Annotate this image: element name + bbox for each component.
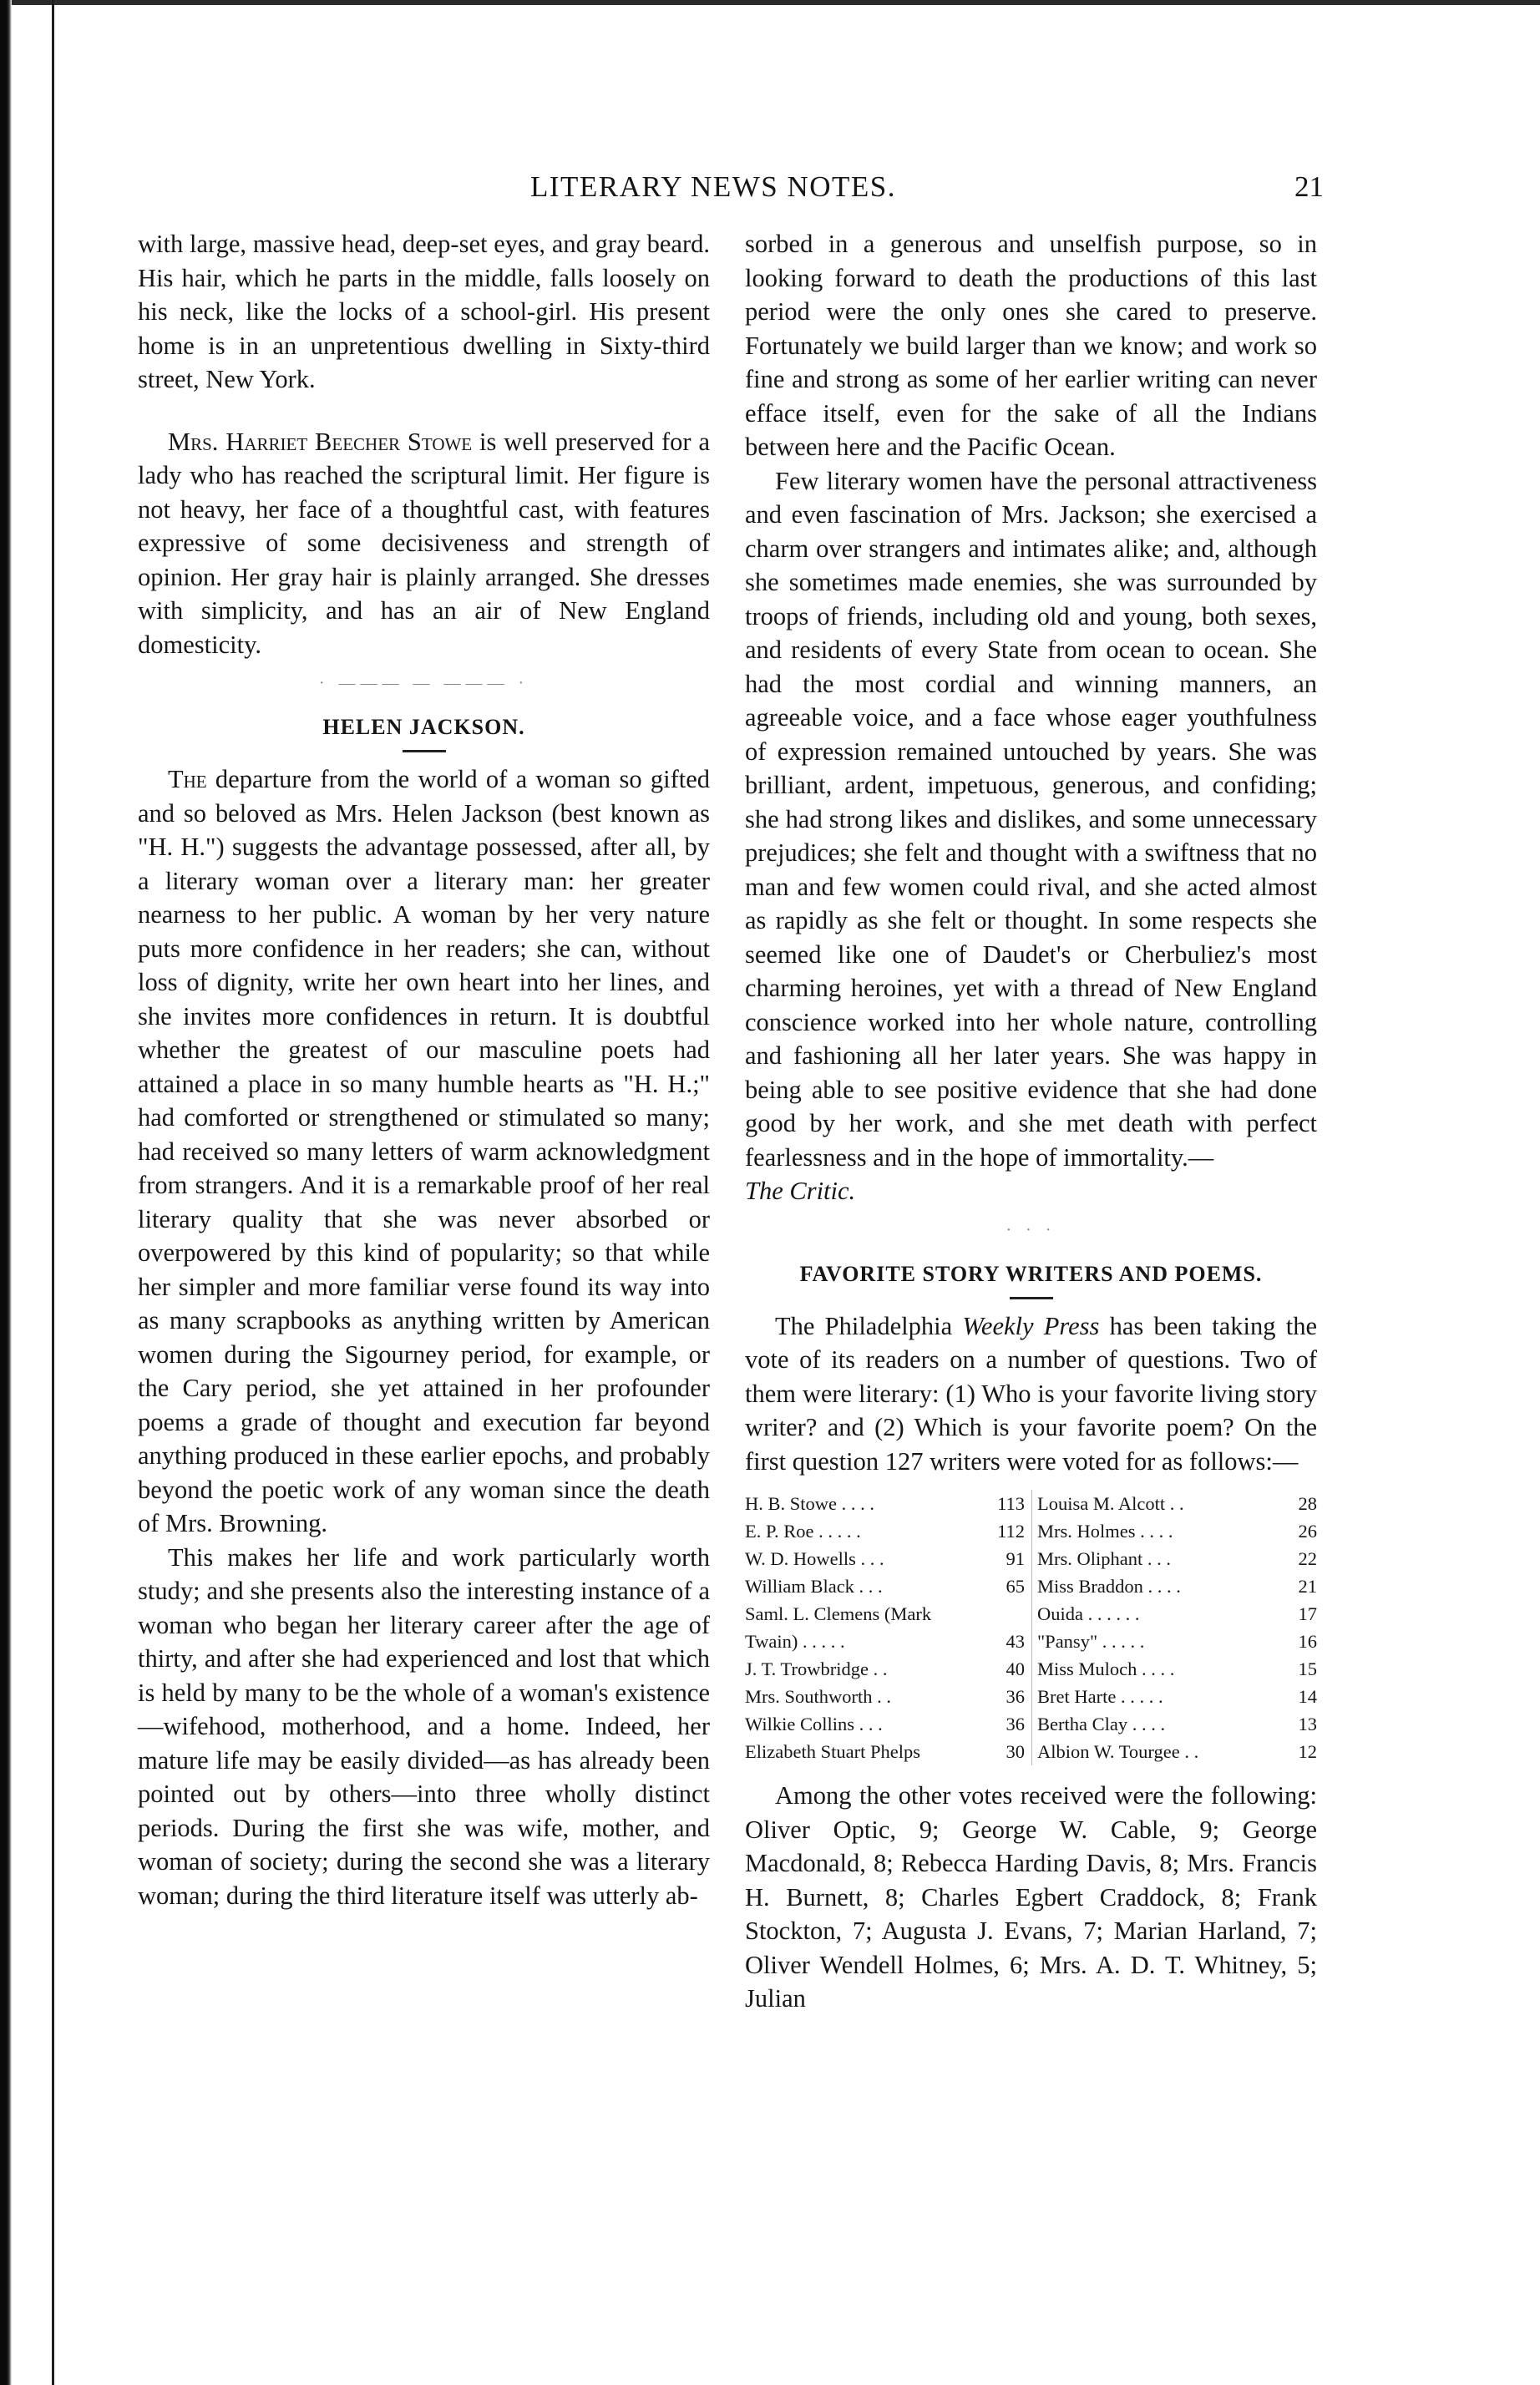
helen-jackson-heading: HELEN JACKSON. (322, 715, 525, 739)
vote-count: 36 (1006, 1714, 1025, 1734)
writer-name: "Pansy" . . . . . (1037, 1631, 1145, 1652)
dropcap-word: The (168, 765, 207, 793)
helen-jackson-paragraph-2: This makes her life and work particularly worth study; and she presents also the interesting instance of a woman who began her literary career after the age of thirty, and after she had experienced and lost that which is held by many to be the whole of a woman's existence—wifehood, motherhood, and a home. Indeed, her mature life may be easily divided—as has already been pointed out by others—into three wholly distinct periods. During the first she was wife, mother, and woman of society; during the second she was a literary woman; during the third literature itself was utterly ab- (138, 1542, 710, 1910)
right-column (745, 227, 1317, 2016)
vote-row (1037, 1517, 1317, 1545)
vote-row (745, 1683, 1025, 1710)
vote-count: 12 (1298, 1741, 1317, 1762)
writer-name: Elizabeth Stuart Phelps (745, 1741, 920, 1762)
vote-table-right (1037, 1490, 1317, 1765)
section-separator: · ——— — ——— · (318, 674, 529, 692)
vote-row (1037, 1490, 1317, 1517)
poll-intro-paragraph (745, 1309, 1317, 1479)
vote-row (745, 1600, 1025, 1628)
vote-count: 17 (1298, 1603, 1317, 1624)
writer-name: Bertha Clay . . . . (1037, 1714, 1166, 1734)
writer-name: Albion W. Tourgee . . (1037, 1741, 1199, 1762)
writer-name: Louisa M. Alcott . . (1037, 1493, 1184, 1514)
vote-row (1037, 1683, 1317, 1710)
helen-jackson-paragraph-4 (745, 464, 1317, 1208)
vote-count: 14 (1298, 1686, 1317, 1707)
poll-intro-a: The Philadelphia (775, 1311, 963, 1340)
binding-margin-line (52, 0, 54, 2385)
vote-row (745, 1628, 1025, 1655)
stowe-description-end: with large, massive head, deep-set eyes, and gray beard. His hair, which he parts in the middle, falls loosely on his neck, like the locks of a school-girl. His present home is in an unpretentious dwelling in Sixty-third street, New York. (138, 230, 710, 393)
running-title: LITERARY NEWS NOTES. (530, 170, 896, 203)
vote-count: 40 (1006, 1658, 1025, 1679)
writer-name: Mrs. Holmes . . . . (1037, 1521, 1173, 1542)
vote-count: 43 (1006, 1631, 1025, 1652)
vote-count: 15 (1298, 1658, 1317, 1679)
writer-name: Ouida . . . . . . (1037, 1603, 1140, 1624)
vote-count: 65 (1006, 1576, 1025, 1597)
vote-count: 13 (1298, 1714, 1317, 1734)
vote-count: 28 (1298, 1493, 1317, 1514)
vote-row (1037, 1710, 1317, 1738)
vote-count: 112 (997, 1521, 1025, 1542)
vote-row (1037, 1600, 1317, 1628)
helen-jackson-text-1: departure from the world of a woman so gifted and so beloved as Mrs. Helen Jackson (best known as "H. H.") suggests the advantage possessed, after all, by a literary woman over a literary man: her greater nearness to her public. A woman by her very nature puts more confidence in her readers; she can, without loss of dignity, write her own heart into her lines, and she invites more confidences in return. It is doubtful whether the greatest of our masculine poets had attained a place in so many humble hearts as "H. H.;" had comforted or strengthened or stimulated so many; had received so many letters of warm acknowledgment from strangers. And it is a remarkable proof of her real literary quality that she was never absorbed or overpowered by this kind of popularity; so that while her simpler and more familiar verse found its way into as many scrapbooks as anything written by American women during the Sigourney period, for example, or the Cary period, she yet attained in her profounder poems a grade of thought and execution far beyond anything produced in these earlier epochs, and probably beyond the poetic work of any woman since the death of Mrs. Browning. (138, 765, 710, 1537)
vote-count: 36 (1006, 1686, 1025, 1707)
writer-name: J. T. Trowbridge . . (745, 1658, 888, 1679)
vote-count: 16 (1298, 1631, 1317, 1652)
vote-count: 22 (1298, 1548, 1317, 1569)
heading-rule-2 (1010, 1297, 1053, 1299)
writer-name: Bret Harte . . . . . (1037, 1686, 1163, 1707)
stowe-name: Mrs. Harriet Beecher Stowe (168, 427, 473, 456)
writer-name: W. D. Howells . . . (745, 1548, 884, 1569)
vote-row (745, 1710, 1025, 1738)
vote-row (1037, 1572, 1317, 1600)
vote-row (745, 1545, 1025, 1572)
publication-name: Weekly Press (962, 1311, 1100, 1340)
vote-count: 30 (1006, 1741, 1025, 1762)
running-head (138, 170, 1324, 214)
favorite-writers-heading: FAVORITE STORY WRITERS AND POEMS. (799, 1261, 1263, 1286)
helen-jackson-paragraph-3: sorbed in a generous and unselfish purpose, so in looking forward to death the productions of this last period were the only ones she cared to preserve. Fortunately we build larger than we know; and work so fine and strong as some of her earlier writing can never efface itself, even for the sake of all the Indians between here and the Pacific Ocean. (745, 230, 1317, 461)
helen-jackson-text-4: Few literary women have the personal attractiveness and even fascination of Mrs. Jackson; she exercised a charm over strangers and intimates alike; and, although she sometimes made enemies, she was surrounded by troops of friends, including old and young, both sexes, and residents of every State from ocean to ocean. She had the most cordial and winning manners, an agreeable voice, and a face whose eager youthfulness of expression remained untouched by years. She was brilliant, ardent, impetuous, generous, and confiding; she had strong likes and dislikes, and some unnecessary prejudices; she felt and thought with a swiftness that no man and few women could rival, and she acted almost as rapidly as she felt or thought. In some respects she seemed like one of Daudet's or Cherbuliez's most charming heroines, yet with a thread of New England conscience worked into her whole nature, controlling and fashioning all her later years. She was happy in being able to see positive evidence that she had done good by her work, and she met death with perfect fearlessness and in the hope of immortality.— (745, 466, 1317, 1172)
stowe-text: is well preserved for a lady who has reached the scriptural limit. Her figure is not heavy, her face of a thoughtful cast, with features expressive of some decisiveness and strength of opinion. Her gray hair is plainly arranged. She dresses with simplicity, and has an air of New England domesticity. (138, 427, 710, 659)
writer-name: William Black . . . (745, 1576, 883, 1597)
vote-count: 26 (1298, 1521, 1317, 1542)
writer-name: Mrs. Southworth . . (745, 1686, 892, 1707)
page-number: 21 (1294, 170, 1324, 203)
writer-name: H. B. Stowe . . . . (745, 1493, 875, 1514)
poll-intro-b: has been taking the vote of its readers on a number of questions. Two of them were literary: (1) Who is your favorite living story writer? and (2) Which is your favorite poem? On the first question 127 writers were voted for as follows:— (745, 1311, 1318, 1476)
vote-table (745, 1490, 1317, 1765)
top-edge-rule (0, 0, 1540, 5)
vote-count: 113 (997, 1493, 1025, 1514)
vote-row (1037, 1628, 1317, 1655)
vote-row (745, 1572, 1025, 1600)
other-votes-paragraph: Among the other votes received were the following: Oliver Optic, 9; George W. Cable, 9; George Macdonald, 8; Rebecca Harding Davis, 8; Mrs. Francis H. Burnett, 8; Charles Egbert Craddock, 8; Frank Stockton, 7; Augusta J. Evans, 7; Marian Harland, 7; Oliver Wendell Holmes, 6; Mrs. A. D. T. Whitney, 5; Julian (745, 1781, 1317, 2013)
vote-row (745, 1738, 1025, 1765)
binding-edge (0, 0, 12, 2385)
vote-row (745, 1655, 1025, 1683)
vote-count: 21 (1298, 1576, 1317, 1597)
writer-name: E. P. Roe . . . . . (745, 1521, 861, 1542)
source-credit: The Critic. (745, 1177, 856, 1205)
vote-row (1037, 1655, 1317, 1683)
vote-row (745, 1490, 1025, 1517)
writer-name: Saml. L. Clemens (Mark (745, 1603, 932, 1624)
writer-name: Wilkie Collins . . . (745, 1714, 883, 1734)
stowe-paragraph (138, 425, 710, 662)
heading-rule (403, 750, 446, 752)
writer-name: Miss Braddon . . . . (1037, 1576, 1181, 1597)
helen-jackson-paragraph-1 (138, 762, 710, 1541)
vote-row (1037, 1738, 1317, 1765)
vote-row (745, 1517, 1025, 1545)
vote-row (1037, 1545, 1317, 1572)
writer-name: Twain) . . . . . (745, 1631, 845, 1652)
left-column (138, 227, 710, 1912)
writer-name: Miss Muloch . . . . (1037, 1658, 1175, 1679)
section-separator-2: · · · (1006, 1220, 1056, 1239)
vote-table-left (745, 1490, 1032, 1765)
writer-name: Mrs. Oliphant . . . (1037, 1548, 1171, 1569)
vote-count (991, 1600, 1025, 1628)
vote-count: 91 (1006, 1548, 1025, 1569)
